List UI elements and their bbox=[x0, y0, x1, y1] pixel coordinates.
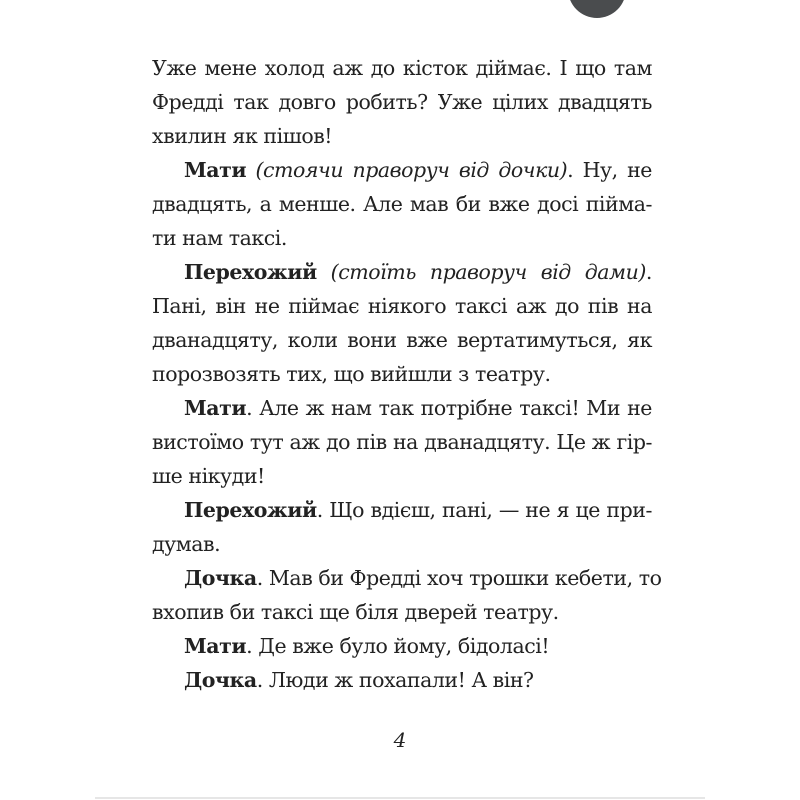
text-line: порозвозять тих, що вийшли з театру. bbox=[152, 362, 551, 386]
text-line: думав. bbox=[152, 532, 221, 556]
dialogue-text: . bbox=[645, 260, 652, 284]
speaker-name: Мати bbox=[184, 634, 247, 658]
bottom-divider bbox=[95, 797, 705, 799]
dialogue-text: . Мав би Фредді хоч трошки кебети, то bbox=[256, 566, 662, 590]
text-line: Пані, він не піймає ніякого таксі аж до пів на bbox=[152, 294, 652, 318]
dialogue-line bbox=[152, 629, 652, 663]
text-line: дванадцяту, коли вони вже вертатимуться, як bbox=[152, 328, 652, 352]
text-line: вистоїмо тут аж до пів на дванадцяту. Це ж гір- bbox=[152, 430, 652, 454]
text-line: Уже мене холод аж до кісток діймає. І що там bbox=[152, 56, 652, 80]
page-number: 4 bbox=[393, 728, 407, 752]
dialogue-text: . Що вдієш, пані, — не я це при- bbox=[316, 498, 652, 522]
corner-circle-decoration bbox=[568, 0, 626, 18]
dialogue-line bbox=[152, 153, 652, 187]
play-text bbox=[152, 51, 662, 697]
text-line: Фредді так довго робить? Уже цілих двадцять bbox=[152, 90, 652, 114]
dialogue-text: . Ну, не bbox=[567, 158, 652, 182]
speaker-name: Дочка bbox=[184, 566, 257, 590]
text-line: ти нам таксі. bbox=[152, 226, 287, 250]
text-line: хвилин як пішов! bbox=[152, 124, 333, 148]
dialogue-line bbox=[152, 493, 652, 527]
speaker-name: Мати bbox=[184, 158, 247, 182]
dialogue-line bbox=[152, 391, 652, 425]
stage-direction: (стоїть праворуч від дами) bbox=[330, 260, 646, 284]
speaker-name: Мати bbox=[184, 396, 247, 420]
speaker-name: Дочка bbox=[184, 668, 257, 692]
dialogue-text: . Але ж нам так потрібне таксі! Ми не bbox=[246, 396, 652, 420]
dialogue-line bbox=[152, 255, 652, 289]
speaker-name: Перехожий bbox=[184, 260, 317, 284]
text-line: вхопив би таксі ще біля дверей театру. bbox=[152, 600, 559, 624]
dialogue-text: . Люди ж похапали! А він? bbox=[256, 668, 534, 692]
speaker-name: Перехожий bbox=[184, 498, 317, 522]
stage-direction: (стоячи праворуч від дочки) bbox=[255, 158, 568, 182]
text-line: двадцять, а менше. Але мав би вже досі пійма- bbox=[152, 192, 652, 216]
text-line: ше нікуди! bbox=[152, 464, 265, 488]
dialogue-line bbox=[152, 663, 652, 697]
dialogue-text: . Де вже було йому, бідоласі! bbox=[246, 634, 550, 658]
dialogue-line bbox=[152, 561, 662, 595]
